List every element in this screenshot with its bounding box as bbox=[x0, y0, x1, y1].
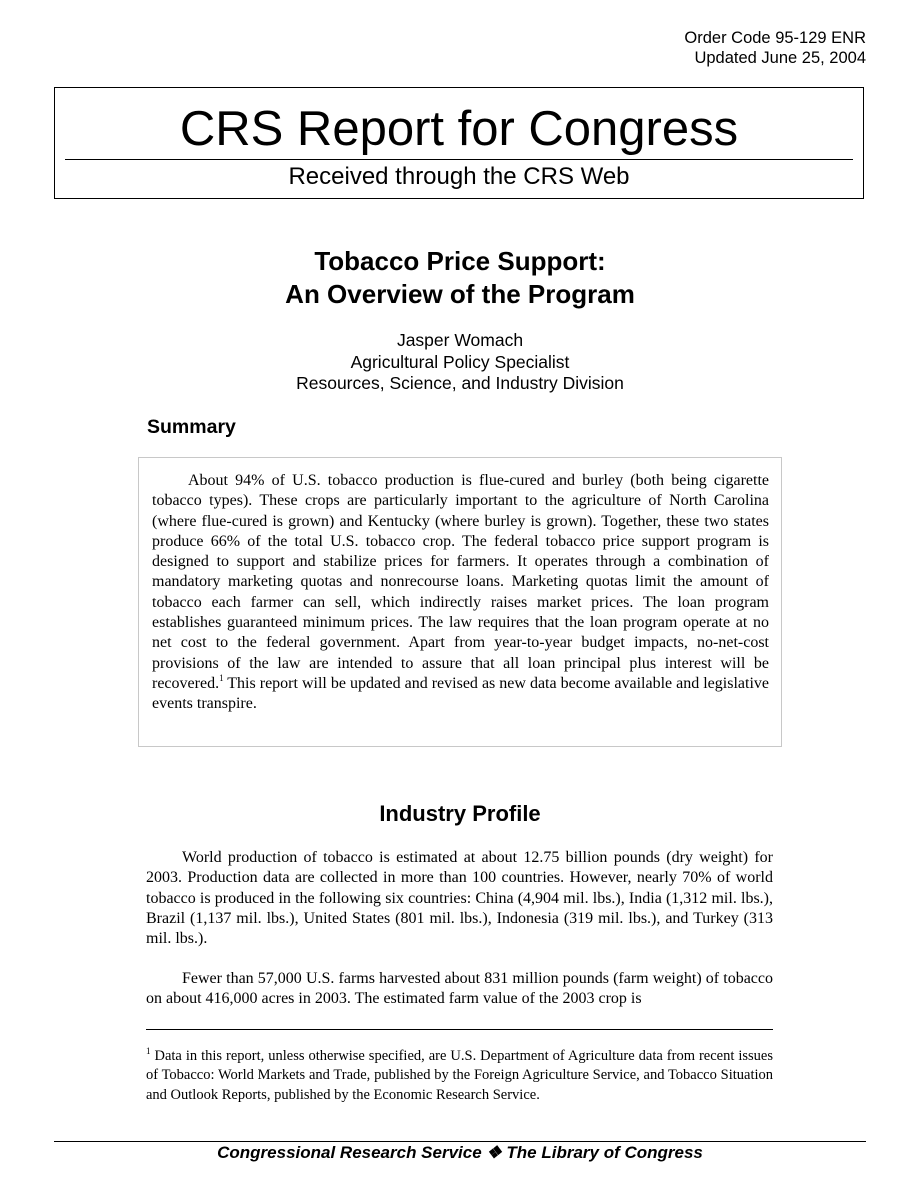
crs-banner-subtitle: Received through the CRS Web bbox=[288, 163, 630, 190]
updated-date: Updated June 25, 2004 bbox=[694, 49, 866, 67]
crs-banner-rule bbox=[65, 159, 853, 160]
order-code: Order Code 95-129 ENR bbox=[684, 29, 866, 47]
author-block bbox=[0, 330, 920, 395]
order-code-block bbox=[684, 28, 866, 68]
report-title-line1: Tobacco Price Support: bbox=[314, 246, 606, 276]
crs-banner-title: CRS Report for Congress bbox=[179, 102, 739, 156]
page-footer bbox=[0, 1143, 920, 1163]
report-title-line2: An Overview of the Program bbox=[285, 279, 635, 309]
industry-paragraph-2: Fewer than 57,000 U.S. farms harvested about 831 million pounds (farm weight) of tobacco on about 416,000 acres in 2003. The estimated farm value of the 2003 crop is bbox=[146, 970, 773, 1008]
author-division: Resources, Science, and Industry Division bbox=[296, 373, 624, 393]
footer-rule bbox=[54, 1141, 866, 1142]
summary-text bbox=[152, 471, 769, 715]
crs-banner bbox=[54, 87, 864, 199]
footer-crs: Congressional Research Service bbox=[217, 1143, 482, 1162]
industry-profile-heading: Industry Profile bbox=[379, 801, 541, 826]
author-name: Jasper Womach bbox=[396, 330, 524, 350]
industry-paragraph-1: World production of tobacco is estimated at about 12.75 billion pounds (dry weight) for 2003. Production data are collected in more than 100 countries. However, nearly 70% of world tobacco is produced in the following six countries: China (4,904 mil. lbs.), India (1,312 mil. lbs.), Brazil (1,137 mil. lbs.), United States (801 mil. lbs.), Indonesia (319 mil. lbs.), and Turkey (313 mil. lbs.). bbox=[146, 849, 773, 948]
footnote-reference[interactable]: 1 bbox=[219, 672, 224, 683]
summary-heading: Summary bbox=[147, 416, 236, 438]
footer-separator-icon: ❖ bbox=[486, 1143, 502, 1162]
author-title: Agricultural Policy Specialist bbox=[350, 351, 570, 372]
footnote bbox=[146, 1047, 773, 1105]
summary-text-main: About 94% of U.S. tobacco production is flue-cured and burley (both being cigarette tobacco types). These crops are particularly important to the agriculture of North Carolina (where flue-cured is grown) and Kentucky (where burley is grown). Together, these two states produce 66% of the total U.S. tobacco crop. The federal tobacco price support program is designed to support and stabilize prices for farmers. It operates through a combination of mandatory marketing quotas and nonrecourse loans. Marketing quotas limit the amount of tobacco each farmer can sell, which indirectly raises market prices. The loan program establishes guaranteed minimum prices. The law requires that the loan program operate at no net cost to the federal government. Apart from year-to-year budget impacts, no-net-cost provisions of the law are intended to assure that all loan principal plus interest will be recovered. bbox=[152, 472, 769, 692]
summary-text-end: This report will be updated and revised as new data become available and legislative events transpire. bbox=[152, 674, 769, 713]
footnote-text: Data in this report, unless otherwise specified, are U.S. Department of Agriculture data from recent issues of Tobacco: World Markets and Trade, published by the Foreign Agriculture Service, and Tobacco Situation and Outlook Reports, published by the Economic Research Service. bbox=[146, 1048, 773, 1103]
footnote-separator bbox=[146, 1029, 773, 1030]
footnote-mark: 1 bbox=[146, 1046, 151, 1056]
report-title bbox=[0, 245, 920, 311]
summary-box bbox=[138, 457, 782, 747]
footer-loc: The Library of Congress bbox=[506, 1143, 703, 1162]
